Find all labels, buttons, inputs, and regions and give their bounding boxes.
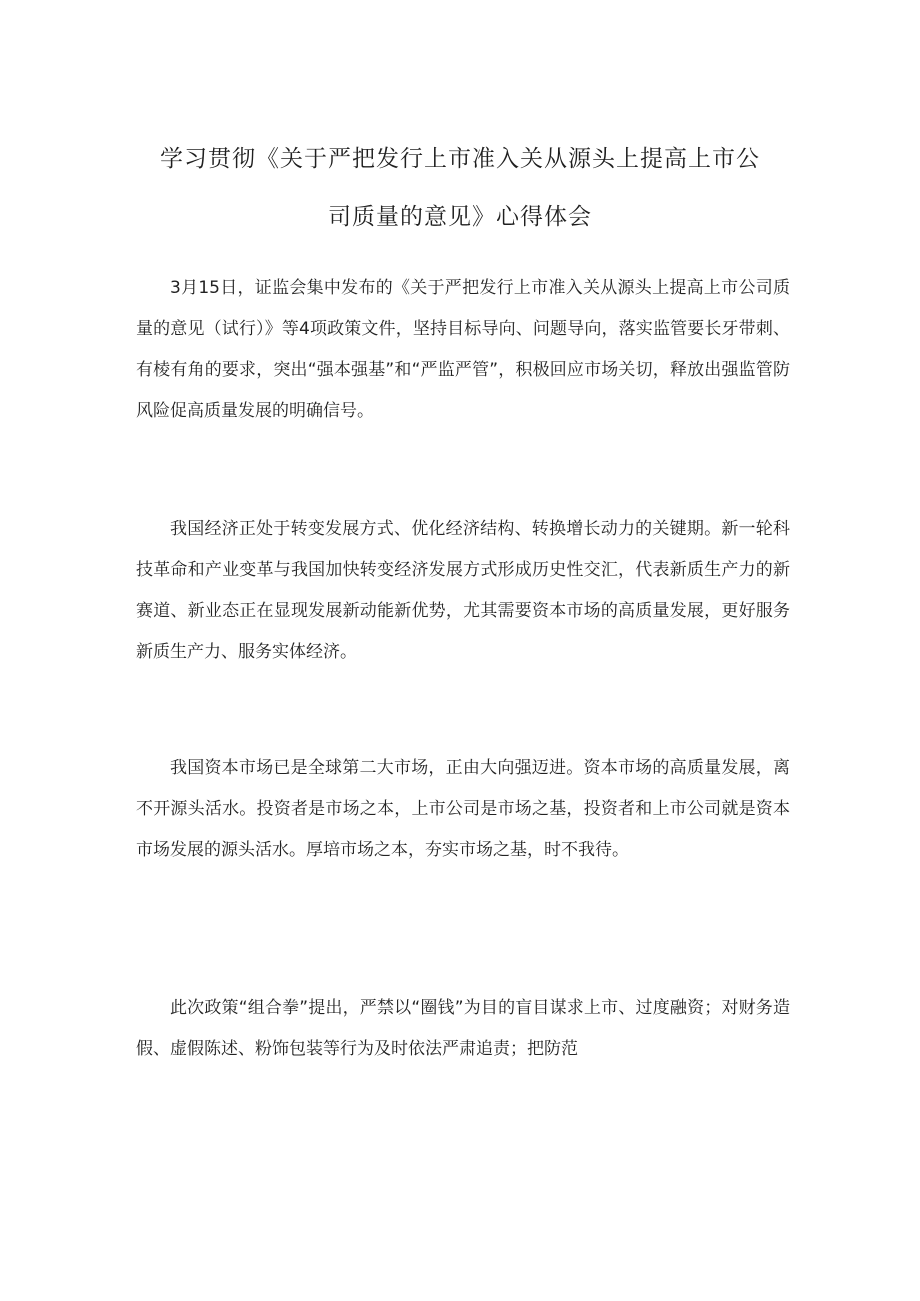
paragraph-4: 此次政策“组合拳”提出，严禁以“圈钱”为目的盲目谋求上市、过度融资；对财务造假、虚假陈述、粉饰包装等行为及时依法严肃追责；把防范 bbox=[136, 998, 790, 1059]
paragraph-3: 我国资本市场已是全球第二大市场，正由大向强迈进。资本市场的高质量发展，离不开源头活水。投资者是市场之本，上市公司是市场之基，投资者和上市公司就是资本市场发展的源头活水。厚培市场之本，夯实市场之基，时不我待。 bbox=[136, 758, 790, 860]
title-line-2: 司质量的意见》心得体会 bbox=[328, 204, 592, 230]
paragraph-1: 3月15日，证监会集中发布的《关于严把发行上市准入关从源头上提高上市公司质量的意见（试行）》等4项政策文件，坚持目标导向、问题导向，落实监管要长牙带刺、有棱有角的要求，突出“强本强基”和“严监严管”，积极回应市场关切，释放出强监管防风险促高质量发展的明确信号。 bbox=[136, 278, 790, 421]
document-title bbox=[120, 130, 800, 246]
paragraph-2: 我国经济正处于转变发展方式、优化经济结构、转换增长动力的关键期。新一轮科技革命和产业变革与我国加快转变经济发展方式形成历史性交汇，代表新质生产力的新赛道、新业态正在显现发展新动能新优势，尤其需要资本市场的高质量发展，更好服务新质生产力、服务实体经济。 bbox=[136, 519, 790, 662]
title-line-1: 学习贯彻《关于严把发行上市准入关从源头上提高上市公 bbox=[160, 146, 760, 172]
